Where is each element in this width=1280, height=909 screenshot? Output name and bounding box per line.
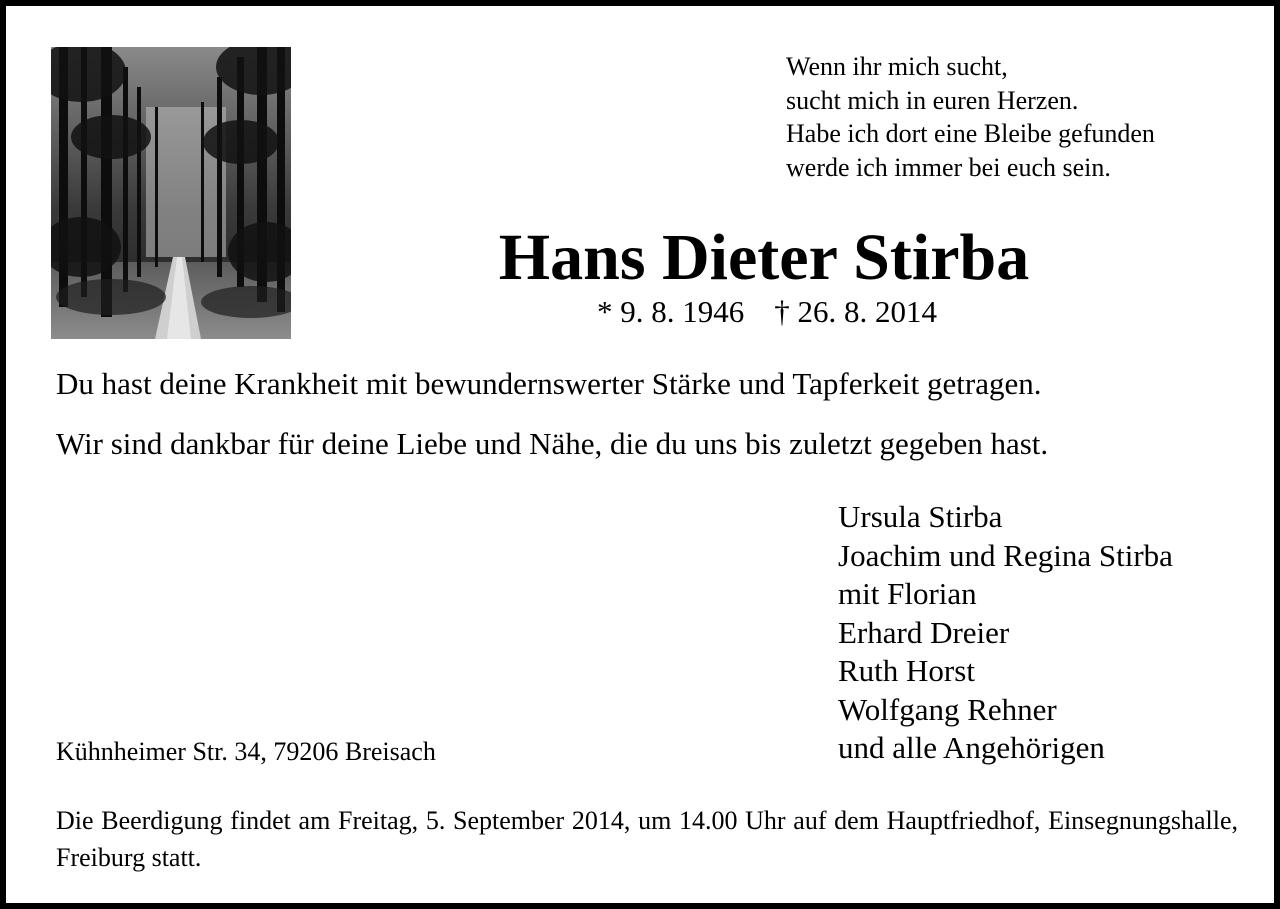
poem-line: werde ich immer bei euch sein.: [786, 152, 1111, 182]
family-member: und alle Angehörigen: [838, 730, 1105, 765]
tribute-line-1: Du hast deine Krankheit mit bewundernswerter Stärke und Tapferkeit getragen.: [56, 366, 1042, 401]
deceased-name: Hans Dieter Stirba: [498, 221, 1030, 294]
funeral-notice: Die Beerdigung findet am Freitag, 5. September 2014, um 14.00 Uhr auf dem Hauptfriedhof, Einsegnungshalle, Freiburg statt.: [56, 806, 1238, 872]
mourning-address: Kühnheimer Str. 34, 79206 Breisach: [56, 737, 436, 766]
family-member: Joachim und Regina Stirba: [838, 537, 1173, 573]
tribute-line-2: Wir sind dankbar für deine Liebe und Nähe, die du uns bis zuletzt gegeben hast.: [56, 426, 1049, 461]
death-date: † 26. 8. 2014: [774, 294, 937, 329]
family-member: Erhard Dreier: [838, 614, 1010, 650]
birth-date: * 9. 8. 1946: [597, 294, 745, 329]
life-dates: [6, 292, 1280, 332]
poem: [786, 50, 1155, 184]
family-member: Ruth Horst: [838, 653, 975, 688]
poem-line: Habe ich dort eine Bleibe gefunden: [786, 119, 1155, 148]
family-member: Wolfgang Rehner: [838, 691, 1057, 727]
poem-line: Wenn ihr mich sucht,: [786, 52, 1008, 81]
family-member: Ursula Stirba: [838, 499, 1003, 534]
poem-line: sucht mich in euren Herzen.: [786, 85, 1079, 115]
family-member: mit Florian: [838, 576, 977, 611]
family-list: [838, 498, 1173, 768]
